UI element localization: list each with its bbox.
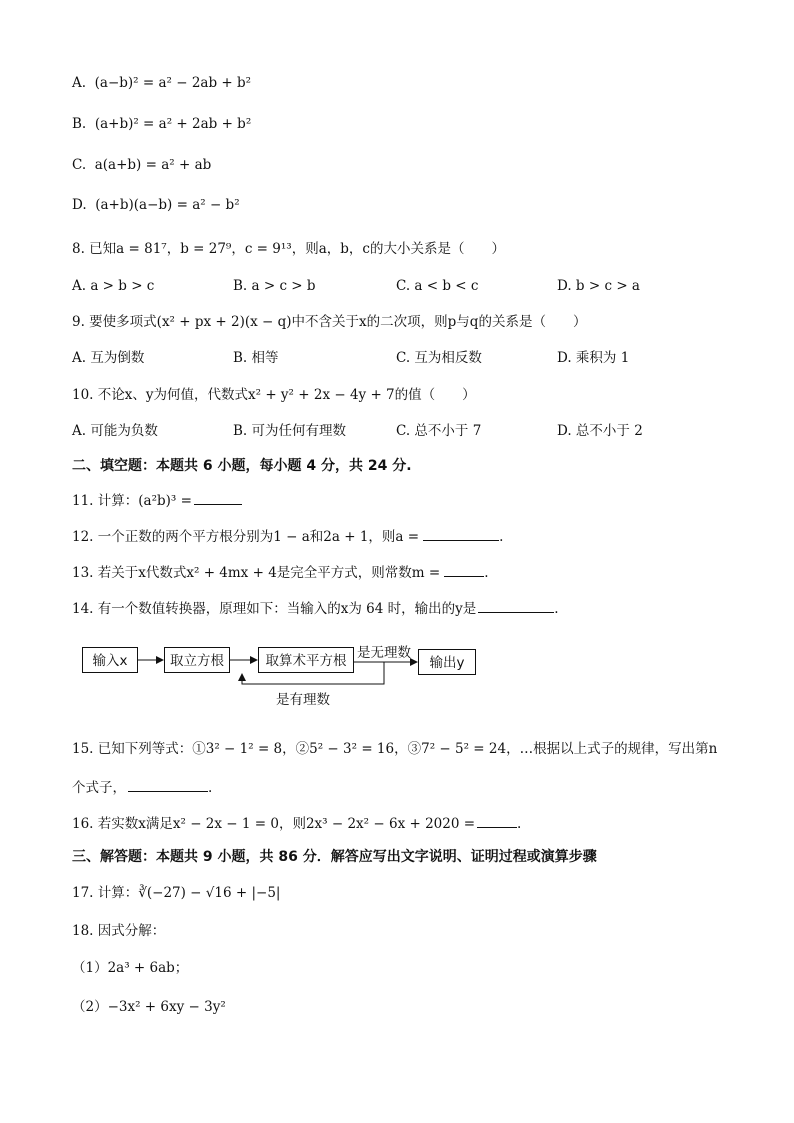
q18: 18. 因式分解：	[72, 923, 166, 939]
q16-blank	[477, 813, 517, 828]
q10-option-a: A. 可能为负数	[72, 423, 158, 439]
q8-option-b: B. a > c > b	[233, 278, 316, 294]
q8-stem: 8. 已知a = 81⁷，b = 27⁹，c = 9¹³，则a，b，c的大小关系是（ ）	[72, 241, 505, 257]
prev-option-c: C. a(a+b) = a² + ab	[72, 157, 212, 173]
q9-option-d: D. 乘积为 1	[557, 350, 630, 366]
prev-option-d: D. (a+b)(a−b) = a² − b²	[72, 197, 240, 213]
flow-irrational-label: 是无理数	[357, 645, 411, 661]
q12: 12. 一个正数的两个平方根分别为1 − a和2a + 1，则a = .	[72, 526, 503, 546]
q14: 14. 有一个数值转换器，原理如下：当输入的x为 64 时，输出的y是 .	[72, 598, 559, 618]
q10-option-d: D. 总不小于 2	[557, 423, 643, 439]
flow-cube-root-box: 取立方根	[164, 647, 230, 673]
flow-input-box: 输入x	[82, 647, 138, 673]
q9-option-c: C. 互为相反数	[396, 350, 482, 366]
q9-option-b: B. 相等	[233, 350, 279, 366]
q15-blank	[128, 777, 208, 792]
prev-option-b: B. (a+b)² = a² + 2ab + b²	[72, 116, 252, 132]
q8-option-a: A. a > b > c	[72, 278, 155, 294]
q9-option-a: A. 互为倒数	[72, 350, 145, 366]
q13: 13. 若关于x代数式x² + 4mx + 4是完全平方式，则常数m = .	[72, 562, 488, 582]
flow-output-box: 输出y	[418, 649, 476, 675]
prev-option-a: A. (a−b)² = a² − 2ab + b²	[72, 75, 252, 91]
q15-line1: 15. 已知下列等式：①3² − 1² = 8，②5² − 3² = 16，③7² − 5² = 24，…根据以上式子的规律，写出第n	[72, 741, 718, 757]
q15-line2: 个式子， .	[72, 777, 212, 797]
section-3-heading: 三、解答题：本题共 9 小题，共 86 分．解答应写出文字说明、证明过程或演算步骤	[72, 849, 597, 865]
flow-sqrt-box: 取算术平方根	[258, 647, 354, 673]
q11: 11. 计算：(a²b)³ =	[72, 490, 242, 510]
q8-option-d: D. b > c > a	[557, 278, 640, 294]
section-2-heading: 二、填空题：本题共 6 小题，每小题 4 分，共 24 分.	[72, 458, 412, 474]
q8-option-c: C. a < b < c	[396, 278, 479, 294]
q18-part-2: （2）−3x² + 6xy − 3y²	[72, 999, 226, 1015]
q16: 16. 若实数x满足x² − 2x − 1 = 0，则2x³ − 2x² − 6x + 2020 = .	[72, 813, 521, 833]
q9-stem: 9. 要使多项式(x² + px + 2)(x − q)中不含关于x的二次项，则p与q的关系是（ ）	[72, 314, 587, 330]
q10-option-b: B. 可为任何有理数	[233, 423, 347, 439]
q18-part-1: （1）2a³ + 6ab；	[72, 960, 189, 976]
q10-stem: 10. 不论x、y为何值，代数式x² + y² + 2x − 4y + 7的值（ ）	[72, 387, 476, 403]
q10-option-c: C. 总不小于 7	[396, 423, 482, 439]
q17: 17. 计算：∛(−27) − √16 + |−5|	[72, 885, 281, 901]
arrow-loop-back	[242, 662, 384, 684]
flow-rational-label: 是有理数	[276, 692, 330, 708]
